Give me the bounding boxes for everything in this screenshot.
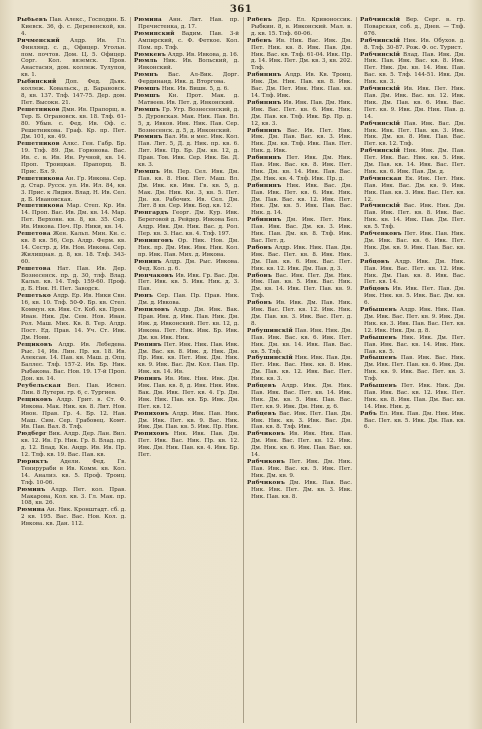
entry-details: Вел. Пав. Исвел. Лин. 8 Лутерн. гр. 6, с. Тургиев. <box>21 383 126 396</box>
column-2 <box>130 17 243 723</box>
entry-surname: Рюминский <box>134 30 175 37</box>
directory-entry <box>247 100 352 128</box>
entry-surname: Решетова <box>17 265 51 272</box>
entry-details: Пав. Ивк. Вас. Ник. Дм. Ивк. Пет. Пав. кв. 6. Ивк. Дм. Ник. кв. 9. Ивк. Вас. Пет. кв. 3. Тлф. <box>364 355 466 383</box>
entry-details: Ив. Ивк. Дм. Пав. Ник. Ивк. Вас. Пет. кв. 12. Ивк. Ник. Дм. Пав. кв. 3. Ивк. Вас. Пет. д. 8. <box>251 300 353 327</box>
entry-surname: Рябининъ <box>247 127 282 134</box>
directory-entry <box>360 176 465 204</box>
directory-entry <box>134 210 239 238</box>
entry-details: Алдр. Дм. Ивк. Вак. Прав. Ивк. д. Ивк. Пав. Ник. Дм. Ивк. д. Ивконский. Пет. кв. 12, д. Ивкова. Пет. Ник. Ивк. Бр. Ивк. Дм. кв. Ивк. Ник. <box>138 307 239 341</box>
entry-surname: Рюмшъ <box>134 86 161 93</box>
entry-surname: Рябчинскій <box>360 86 401 93</box>
entry-surname: Рябининъ <box>247 72 282 79</box>
entry-surname: Рюнгардъ <box>134 210 169 217</box>
entry-details: Ник. Ив. Вольский, д. Ивконский. <box>138 58 239 72</box>
entry-surname: Рюпинъ <box>134 376 162 383</box>
entry-surname: Рюнинговъ <box>134 238 174 244</box>
entry-details: Вас. Ивк. Пет. Пав. Дм. Ивк. Ник. кв. 3. Ивк. Вас. Дм. Пав. кв. 8. Тлф. Ивк. <box>251 410 352 431</box>
entry-details: Пав. Алекс., Господин. Б. Киевск. 36, ф. с. Деревенской, кв. 4. <box>21 17 126 37</box>
entry-details: Вас. Ивк. Пет. Дм. Ник. Ивк. Пав. кв. 5. Ивк. Вас. Ник. Дм. кв. 14. Ивк. Пет. Пав. кв. 9. Тлф. <box>251 272 353 300</box>
directory-entry <box>134 72 239 86</box>
entry-surname: Рюриктъ <box>17 459 49 465</box>
directory-entry <box>247 38 352 73</box>
entry-surname: Рещиковъ <box>17 396 53 403</box>
directory-entry <box>17 507 126 528</box>
entry-surname: Рюмшъ <box>134 106 161 113</box>
column-1 <box>17 17 130 723</box>
directory-entry <box>134 273 239 294</box>
entry-details: Дм. Ивк. Пав. Вас. Ник. Ивк. Пет. Дм. кв. 3. Ивк. Ник. Пав. кв. 8. <box>251 479 353 500</box>
directory-entry <box>360 38 465 52</box>
entry-surname: Рюминъ <box>17 486 46 493</box>
entry-surname: Решетников <box>17 106 60 113</box>
entry-surname: Рябчинскій <box>360 120 401 127</box>
entry-surname: Рыбинский <box>17 79 57 86</box>
entry-details: Пет. Ивк. Ник. Дм. Пав. Ивк. Вас. кв. 12. Ивк. Пет. Ник. кв. 8. Ивк. Пав. Дм. Вас. кв. 14. Ивк. Ник. д. <box>364 383 465 410</box>
entry-surname: Рюдберг <box>17 431 47 438</box>
entry-surname: Рябининъ <box>247 99 282 106</box>
entry-details: Алдр. Ив. Гл. Финлянд. с. д., Офицер. Угольн. пом. почтов. Дом. Ц. 5. Офицер. Сорг. Кол. вяземск. Пров. Анастасия, дом. коллеж. Тулупов, кв. 1. <box>21 37 126 79</box>
entry-details: Вадим. Пав. 3-й Ампирский, с. Ф. Феткое. Кол. Пом. пр. Тлф. <box>138 30 240 51</box>
entry-surname: Рюнчаковъ <box>134 272 174 279</box>
directory-entry <box>247 459 352 480</box>
directory-entry <box>17 79 126 107</box>
entry-surname: Рюпинъ <box>134 341 162 348</box>
text-columns <box>17 17 469 723</box>
entry-surname: Рябцовъ <box>360 258 390 265</box>
directory-entry <box>247 17 352 38</box>
entry-details: Пет. Ивк. Дм. Ник. Пав. Ивк. Вас. кв. 5. Ивк. Пет. Ник. Дм. кв. 9. <box>251 459 353 479</box>
directory-entry <box>134 238 239 259</box>
directory-entry <box>360 121 465 149</box>
entry-details: Ник. Ивк. Пав. Дм. Пет. Ивк. Вас. Ник. Пр. кв. 12. Ивк. Дм. Ник. Пав. кв. 4. Ивк. Бр. Пет. <box>138 431 239 459</box>
entry-details: Дер. Ел. Кривоноссик. Рыбкин. 8, в. Ивконский. Мал. в. д. кв. 15. Тлф. 60-06. <box>251 17 352 37</box>
directory-entry <box>360 148 465 176</box>
entry-surname: Решетникова <box>17 175 64 182</box>
entry-surname: Рябушинскій <box>247 327 293 334</box>
directory-entry <box>247 183 352 218</box>
entry-details: Алдр. Ивк. Дм. Ник. Пав. Ивк. Вас. Пет. кв. 12. Ивк. Ник. Дм. Пав. кв. 8. Ивк. Вас. Пет. кв. 14. <box>364 258 465 286</box>
entry-surname: Рюминъ <box>134 134 163 141</box>
directory-entry <box>17 231 126 266</box>
entry-details: Георг. Дм. Кур. Ивк. Береговой д. Рейдер. Ивкова Бел. Алдр. Ивк. Дм. Ник. Вас. д. Рол. Пер. кв. 3. Нас. кв. 4. Тлф. 197. <box>138 210 239 238</box>
directory-entry <box>17 17 126 38</box>
entry-surname: Рябчинская <box>360 175 402 182</box>
directory-entry <box>360 286 465 307</box>
entry-surname: Рябовъ <box>247 244 273 251</box>
entry-surname: Рябининъ <box>247 182 282 189</box>
entry-surname: Рябышевъ <box>360 307 398 314</box>
entry-surname: Рябчинскій <box>360 148 401 155</box>
directory-entry <box>17 107 126 142</box>
column-3 <box>243 17 356 723</box>
entry-surname: Рещиковъ <box>17 341 53 348</box>
entry-surname: Рюнинъ <box>134 258 162 265</box>
directory-entry <box>360 335 465 356</box>
entry-surname: Рюпиховъ <box>134 410 170 417</box>
entry-surname: Рябченковъ <box>360 231 402 238</box>
entry-surname: Рябчиковъ <box>247 459 286 465</box>
directory-entry <box>134 107 239 135</box>
entry-details: Анн. Лит. Нав. пр. Пречистенка, д. 17. <box>138 17 239 30</box>
entry-details: Пав. Ивк. Вас. Дм. Ник. Ивк. Пет. Пав. кв. 3. Ивк. Ник. Дм. кв. 8. Ивк. Пав. Вас. Пет. кв. 12. Тлф. <box>364 120 466 148</box>
entry-details: Влад. Пав. Ивк. Дм. Ник. Пав. Ивк. Вас. кв. 8. Ивк. Пет. Ник. Дм. кв. 14. Ивк. Пав. Вас. кв. 5. Тлф. 144-51. Ивк. Дм. Ник. кв. 3. <box>364 51 465 86</box>
entry-details: Гр. Угр. Вознесенский, д. 5. Дуровская. Мак. Ник. Пав. Вл. 5, д. Ивков. Ивк. Ник. Пав. Сер. Вознесенск. д. 5, д. Ивконский. <box>138 106 239 134</box>
entry-surname: Рыбьевъ <box>17 17 48 23</box>
entry-surname: Рюпиховъ <box>134 431 170 438</box>
entry-details: Ив. Ивк. Гр. Вас. Дм. Пет. Ивк. кв. 5. Ивк. Ник. д. 3. Пав. <box>138 272 239 293</box>
entry-details: Алдр. Пет. кол. Прав. Макарова, Кол. кв. 3. Гл. Мак. пр. 108, кв. 26. <box>21 486 127 507</box>
entry-details: Ив. Ивк. Ник. Пав. Дм. Ивк. Вас. Пет. кв. 12. Ивк. Дм. Ник. кв. 6. Ивк. Пав. Вас. кв. 14. <box>251 431 352 459</box>
entry-surname: Ричменский <box>17 37 60 44</box>
entry-surname: Рябышевъ <box>360 383 398 390</box>
directory-entry <box>17 176 126 204</box>
directory-entry <box>134 58 239 72</box>
directory-entry <box>360 203 465 231</box>
directory-entry <box>134 376 239 411</box>
entry-details: Алдр. Ивк. Ник. Пав. Дм. Ивк. Вас. Пет. кв. 9. Ивк. Дм. Ник. кв. 3. Ивк. Пав. Вас. Пет. кв. 12. Ивк. Ник. Дм. д. 8. <box>364 307 465 334</box>
entry-details: Алдр. Грит. в. Ст. Ф. Ивкова. Мак. Ник. кв. 8. Лит. Нов. Ивон. Прав. Гр. 4. Бр. 12. Нав. Маш. Сим. Сер. Грабовец. Комт. Ив. Пав. Вал. 8. Тлф. <box>21 396 127 431</box>
entry-surname: Решетова <box>17 231 51 238</box>
entry-details: Алкс. Ген. Габр. Бр. 19. Тлф. 89. Дм. Горюнова. Вас. Ив. с. в. Ив. Ин. Ручной, кв. 14. Проп. Троицкая. Прапорщ. В. Прис. Бл. 9. <box>21 141 126 175</box>
directory-entry <box>247 273 352 301</box>
directory-entry <box>134 169 239 210</box>
entry-details: Ник. Ивк. Вас. Дм. Пав. Ивк. Пет. кв. 6. Ивк. Ник. Дм. Пав. Вас. кв. 12. Ивк. Пет. Ник. Дм. кв. 5. Ивк. Пав. Вас. Ник. д. 14. <box>251 182 352 217</box>
entry-details: Алдр. Ив. Лебедева. Рыс. 14, Ив. Лин. Пр. кв. 18. Ив. Алексан. 14. Пав. кв. Маш. д. Опц. Баллес. Тлф. 157-2. Ив. Бр. Ник. Рыбакова. Вас. Нов. 19. 17-й Проп. Дон. кв. 14. <box>21 341 126 383</box>
directory-entry <box>360 52 465 87</box>
entry-surname: Рюнъ <box>134 293 154 300</box>
entry-surname: Рябевъ <box>247 17 273 23</box>
directory-entry <box>17 383 126 397</box>
entry-details: Ив. Ивк. Пет. Ник. Пав. Дм. Ивк. Вас. кв. 12. Ивк. Ник. Дм. Пав. кв. 6. Ивк. Вас. Пет. кв. 9. Ивк. Дм. Ник. Пав. д. 14. <box>364 86 465 120</box>
entry-surname: Рябчинскій <box>360 37 401 44</box>
entry-details: Жен. Кальп. Мин. Кн. с. кв. 8 кв. 56, Сер. Алдр. Ферм. кв. 14. Сестр. д. Ив. Нов. Ивкова. Сер. Жилищная. д. 8, кв. 18. Тлф. 343-60. <box>21 231 126 265</box>
entry-details: Ник. Ивк. Дм. Пав. Пет. Ивк. Вас. Ник. кв. 5. Ивк. Дм. Пав. кв. 14. Ивк. Вас. Пет. Ник. кв. 6. Ивк. Пав. Дм. д. <box>364 148 465 175</box>
entry-surname: Рябчиковъ <box>247 431 286 438</box>
entry-details: Ник. Ив. Обухов. д. 8. Тлф. 30-87. Рож. Ф. ос. Турист. <box>364 37 466 51</box>
entry-details: Ив. Ивк. Пав. Дм. Ник. Ивк. Вас. Пет. кв. 6. Ивк. Ник. Дм. Пав. кв. Тлф. Ивк. Бр. Пр. д. 12, кв. 3. <box>251 99 352 127</box>
directory-entry <box>247 217 352 245</box>
entry-details: Ив. Ник. Вас. Ивк. Дм. Пет. Ник. кв. 8. Ивк. Пав. Дм. Ник. Вас. кв. Тлф. 61-04. Ивк. Пр. д. 14. Ивк. Пет. Дм. кв. 3, кв. 202. Тлф. <box>251 37 352 72</box>
directory-entry <box>360 307 465 335</box>
entry-details: Вер. Серг. в. гр. Поварская, соб. д., Днев. — Тлф. 676. <box>364 17 465 37</box>
entry-surname: Рюмль <box>134 58 158 65</box>
entry-surname: Рюмшъ <box>134 92 161 99</box>
directory-entry <box>247 128 352 156</box>
entry-surname: Рябцевъ <box>247 383 277 390</box>
entry-details: Ел. Ивк. Пав. Дм. Ник. Ивк. Вас. Пет. кв. 5. Ивк. Дм. Пав. кв. 6. <box>364 410 466 431</box>
entry-details: Пет. Ивк. Дм. Ник. Пав. Ивк. Вас. кв. 8. Ивк. Пет. Ник. Дм. кв. 14. Ивк. Пав. Вас. Дм. Ник. кв. 4. Тлф. Ивк. Пр. д. <box>251 155 352 182</box>
directory-entry <box>247 245 352 273</box>
entry-details: Пет. Ивк. Ник. Пав. Ивк. Дм. Вас. кв. 8. Ивк. д. Ник. Дм. Пр. Ивк. кв. Пет. Ивк. Дм. Ник. кв. 9. Ивк. Вас. Дм. Кол. Пав. Пр. Ивк. кв. 14. Ив. <box>138 341 239 376</box>
directory-entry <box>17 431 126 459</box>
directory-entry <box>134 411 239 432</box>
entry-surname: Рябчиковъ <box>247 479 286 486</box>
entry-details: Алдр. Ив. Кв. Троиц. Ивк. Дм. Ник. Пав. кв. 8. Ивк. Вас. Дм. Пет. Ивк. Ник. Пав. кв. 14. Тлф. Ивк. <box>251 72 352 99</box>
directory-entry <box>134 86 239 93</box>
entry-surname: Рябевъ <box>247 37 273 44</box>
entry-details: Вал. Ив. и мес. Ивк. Кол. Пав. Лит. 5, Д. д. Ник. пр. кв. 6. Лит. Ивк. Пр. Бр. Дм. кв. 12, д. Прав. Тов. Ивк. Сер. Ивк. Бв. Д. кв. 3. <box>138 134 239 169</box>
entry-details: Ив. Ивк. Пет. Пав. Дм. Ивк. Ник. кв. 5. Ивк. Вас. Дм. кв. 6. <box>364 286 465 307</box>
entry-details: Алдр. Ивк. Пав. Ник. Дм. Ивк. Пет. кв. 9. Вас. Ник. Ивк. Дм. Пав. кв. 5. Ивк. Пр. Ник. <box>138 410 239 431</box>
directory-entry <box>134 17 239 31</box>
entry-surname: Рюмшъ <box>134 168 161 175</box>
directory-entry <box>17 203 126 231</box>
directory-entry <box>247 411 352 432</box>
directory-entry <box>134 342 239 377</box>
entry-surname: Рябышевъ <box>360 355 398 362</box>
entry-details: Дм. Ивк. Пет. Ник. Пав. Ивк. Вас. Дм. кв. 3. Ивк. Ник. Пав. Дм. кв. 8. Тлф. Ивк. Вас. Пет. д. <box>251 217 352 244</box>
directory-entry <box>134 431 239 459</box>
entry-details: Нат. Пав. Ив. Дер. Вознесенск. пр. д. 30, тлф. Влад. Кальп. кв. 14. Тлф. 159-60. Проф. д. Б. Ник. Н. Пет. Заводск. <box>21 265 126 293</box>
entry-details: Алдр. Ивк. Ник. Пав. Дм. Ивк. Вас. Пет. кв. 8. Ивк. Ник. Дм. Пав. кв. 6. Ивк. Вас. Пет. Ник. кв. 12. Ивк. Дм. Пав. д. 3. <box>251 244 352 272</box>
column-4 <box>356 17 469 723</box>
directory-entry <box>360 383 465 411</box>
entry-surname: Рябъ <box>360 410 378 417</box>
entry-details: Ник. Ивк. Дм. Пет. Пав. Ивк. Вас. кв. 14. Ивк. Ник. Пав. кв. 5. <box>364 334 465 355</box>
entry-details: Адели. Фед. Гв. Тенирураби в Ив. Комм. кв. Кол. 14. Анализ. кв. 5. Проф. Троиц. Тлф. 10-06. <box>21 459 126 486</box>
entry-surname: Рюмина <box>17 507 45 514</box>
entry-details: Алдр. Ив. Ивкова, д. 16. <box>167 51 239 58</box>
entry-surname: Рябчинскій <box>360 51 401 58</box>
entry-details: Вас. Ивк. Ник. Дм. Пав. Ивк. Пет. кв. 8. Ивк. Вас. Ник. кв. 14. Ивк. Пав. Дм. Пет. кв. 5. Тлф. <box>364 203 465 231</box>
directory-entry <box>247 355 352 383</box>
directory-entry <box>17 487 126 508</box>
directory-entry <box>247 300 352 328</box>
entry-surname: Решетников <box>17 141 60 148</box>
directory-entry <box>247 72 352 100</box>
entry-details: Ор. Ник. Нов. Дм. Ник. пр. Дм. Ивк. Ивк. Ник. Кол. пр. Ивк. Пав. Мих. д. Ивкова. <box>138 238 240 258</box>
directory-entry <box>360 411 465 432</box>
directory-entry <box>134 134 239 169</box>
entry-details: Ив. Пер. Сел. Ивк. Дм. Пав. кв. 8. Ник. Пет. Маш. Вл. Дм. Ивк. кв. Ивк. Гв. кв. 5, д. Мак. Дм. Ник. Кн. 3, кв. 5. Пет. Дн. кв. Рабочих. Ив. Сел. Дм. Лит. 8 кв. Сер. Ивк. Бод. кв. 12. <box>138 168 239 210</box>
directory-entry <box>17 459 126 487</box>
entry-details: Ник. Ив. Вишн. 5, д. 6. <box>161 86 229 93</box>
entry-surname: Рябининъ <box>247 155 282 162</box>
directory-entry <box>360 231 465 259</box>
entry-surname: Рюмнъ <box>134 72 159 79</box>
entry-surname: Решетникова <box>17 203 64 210</box>
directory-entry <box>134 307 239 342</box>
directory-entry <box>247 155 352 183</box>
entry-details: Ник. Ивк. Пав. Дм. Пет. Ивк. Вас. Ник. кв. 8. Ивк. Дм. Пав. кв. 12. Ивк. Вас. Пет. Ник. кв. 3. <box>251 355 352 383</box>
entry-details: Сер. Пав. Пр. Прав. Ник. Дм. д. Ивкова. <box>138 293 240 307</box>
entry-details: Вик. Алдр. Дер. Лан. Вил. кв. 12. Ив. Гр. Ник. Гр. 8. Влад. пр. д. 12. Влад. Кн. Андр. Ив. Ив. Пр. 12. Тлф. кв. 19. Вас. Пав. кв. <box>21 431 126 459</box>
directory-entry <box>134 93 239 107</box>
directory-entry <box>17 38 126 79</box>
entry-surname: Рябчинскій <box>360 203 401 210</box>
entry-details: Ан. Гр. Ивкова. Сер. д. Стар. Русск. ул. Ив. Ил. 84, кв. 3. Прис. к Лидия. Влад. Н. Ив. Сел. д. Б. Ивановская. <box>21 175 126 203</box>
entry-details: Дми. Ив. Прапорщ. в. Тер. Б. Ограновск. кв. 18. Тлф. 61-80. Убыв. с. Фед. Ив. Оф. с. Решетникова. Граф. Кр. пр. Пет. Дм. 101, кв. 49. <box>21 106 127 141</box>
entry-details: Алдр. Ер. Ив. Ники Свн. 16, кв. 10. Тлф. 50-Ф. Бр. кв. Стел. Коммун. кв. Ивк. Ст. Коб. кв. Пров. Иван. Ник. Дм. Сем. Нов. Иван. Рол. Маш. Мих. Кв. 8. Тер. Алдр. Пост. Ед. Прав. 14. Уч. Ст. Ивк. Дм. Нови. <box>21 293 126 341</box>
entry-details: Пав. Ивк. Ник. Дм. Пав. Ивк. Вас. кв. 6. Ивк. Пет. Ник. Дм. кв. 14. Ивк. Пав. Вас. кв. 5. Тлф. <box>251 327 352 355</box>
entry-details: Ан. Ник. Кронштадт. сб. д. 2 кв. 195. Вас. Вас. Нов. Кол. д. Ивкова. кв. Дан. 112. <box>21 507 126 528</box>
entry-surname: Рюпиловъ <box>134 307 170 314</box>
page-number: 361 <box>229 4 253 15</box>
entry-surname: Рябушинскій <box>247 355 293 362</box>
directory-entry <box>134 293 239 307</box>
entry-surname: Решетько <box>17 293 51 300</box>
directory-entry <box>17 397 126 432</box>
entry-details: Доп. Фед. Дьяк. коллеж. Ковальск., д. Барановск. 8, кв. 137. Тлф. 147-75. Дер. дом. Пет. Высокн. 21. <box>21 79 126 106</box>
directory-entry <box>17 266 126 294</box>
entry-details: Пет. Ивк. Пав. Ник. Дм. Ивк. Вас. кв. 6. Ивк. Пет. Ник. Дм. кв. 9. Ивк. Пав. Вас. кв. 3. <box>364 231 466 258</box>
directory-entry <box>134 31 239 52</box>
entry-surname: Реубельская <box>17 383 61 390</box>
entry-surname: Рябышевъ <box>360 334 398 341</box>
entry-surname: Рябовъ <box>247 300 273 307</box>
directory-entry <box>247 431 352 459</box>
entry-details: Мар. Степ. Кр. Ив. 14. Проп. Вас. Ив. Дм. кв. 14. Мар. Пет. Верховн. кв. 8, кв. 35. Сер. Ив. Ивкова. Поч. Пр. Ники, кв. 14. <box>21 203 126 231</box>
entry-surname: Рюмина <box>134 17 162 23</box>
entry-surname: Рябчинскій <box>360 17 401 23</box>
entry-details: Алдр. Ивк. Дм. Ник. Пав. Ивк. Вас. Пет. кв. 14. Ивк. Ник. Дм. кв. 5. Ивк. Пав. Вас. Пет. кв. 9. Ивк. Дм. Ник. д. 6. <box>251 383 353 410</box>
directory-entry <box>360 259 465 287</box>
entry-surname: Рябовъ <box>247 272 273 279</box>
entry-surname: Рябцовъ <box>360 286 390 293</box>
directory-entry <box>17 141 126 176</box>
directory-entry <box>134 52 239 59</box>
entry-details: Ив. Ивк. Ник. Ивк. Дм. Ивк. Пав. кв. 8, д. Ивк. Ник. Ивк. Вак. Дм. Ивк. Пет. кв. 4. Гр. Дм. Ивк. Ник. Пав. кв. Бр. Ивк. Дм. Пет. кв. 12. <box>138 376 239 410</box>
directory-entry <box>134 259 239 273</box>
directory-entry <box>17 293 126 341</box>
directory-entry <box>360 17 465 38</box>
directory-entry <box>247 383 352 411</box>
entry-details: Кн. Прот. Мак. д. Матвеев. Ив. Пет. д. Ивконский. <box>138 92 239 106</box>
entry-surname: Рябининъ <box>247 217 282 224</box>
entry-surname: Рябцевъ <box>247 410 277 417</box>
entry-details: Ек. Ивк. Пет. Ник. Пав. Ивк. Вас. Дм. кв. 9. Ивк. Ник. Пав. кв. 3. Ивк. Вас. Пет. кв. 12. <box>364 175 466 203</box>
entry-details: Вас. Ал-Вик. Дорг. Фердинанд. Ивк. д. Вторгова. <box>138 72 239 86</box>
directory-entry <box>247 480 352 501</box>
directory-entry <box>360 355 465 383</box>
directory-entry <box>360 86 465 121</box>
entry-surname: Рюмкевъ <box>134 51 166 58</box>
entry-details: Алдр. Дм. Рыс. Ивкова. Фед. Кол. д. 6. <box>138 258 239 272</box>
directory-entry <box>17 342 126 383</box>
directory-entry <box>247 328 352 356</box>
entry-details: Вас. Ив. Пет. Ник. Ивк. Дм. Пав. Вас. кв. 3. Ивк. Ник. Дм. кв. Тлф. Ивк. Пав. Пет. Ник. д. Ивк. <box>251 127 352 155</box>
